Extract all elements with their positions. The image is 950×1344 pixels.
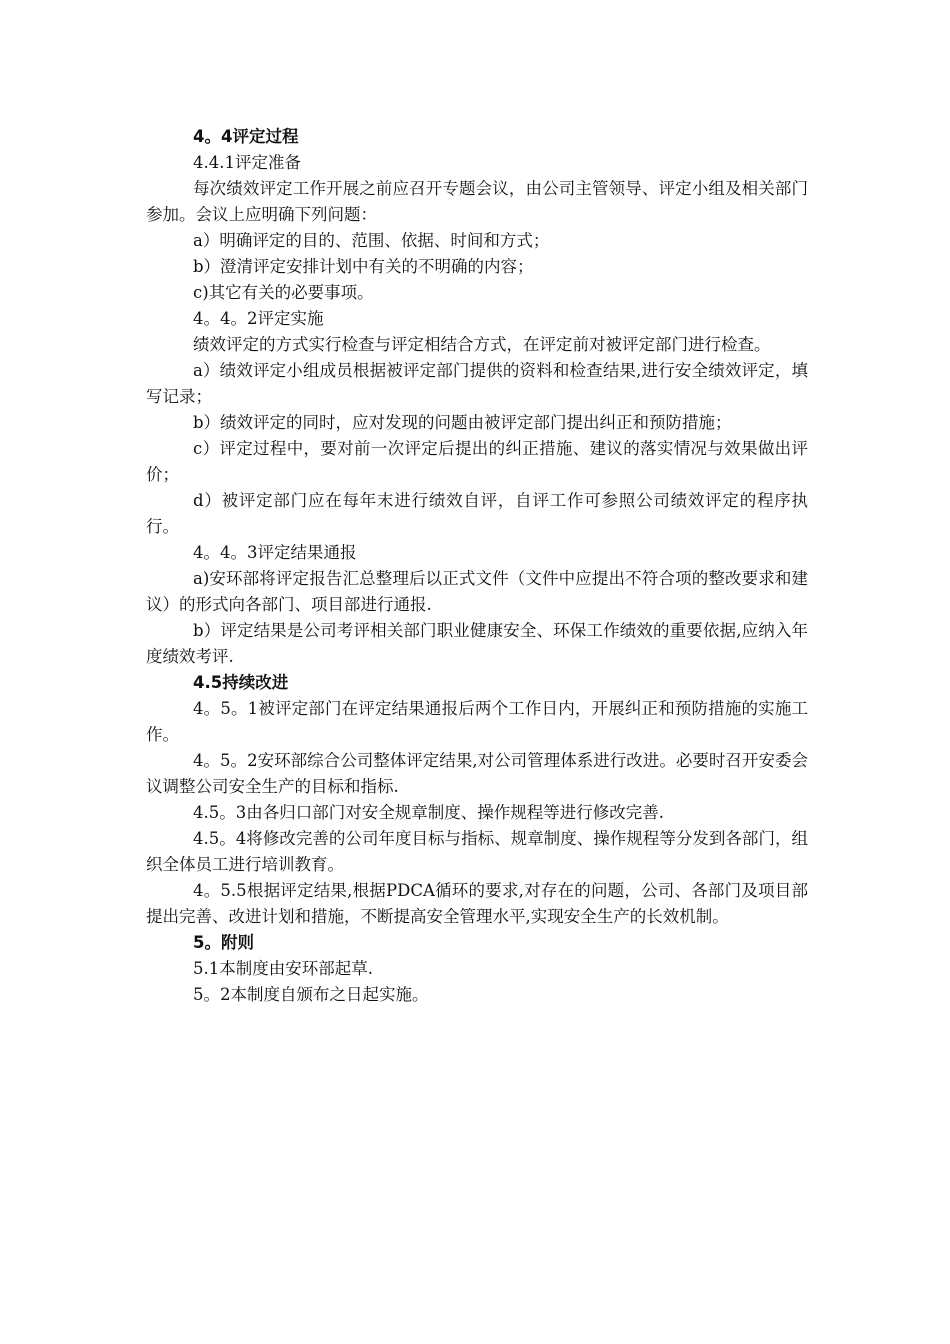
list-item-report-b: b）评定结果是公司考评相关部门职业健康安全、环保工作绩效的重要依据,应纳入年度绩效考评. [146,621,808,666]
heading-4-4-1: 4.4.1评定准备 [193,153,301,172]
paragraph-5-1: 5.1本制度由安环部起草. [193,959,373,978]
list-item-report-a: a)安环部将评定报告汇总整理后以正式文件（文件中应提出不符合项的整改要求和建议）的形式向各部门、项目部进行通报. [146,569,808,614]
paragraph-impl: 绩效评定的方式实行检查与评定相结合方式，在评定前对被评定部门进行检查。 [193,335,771,354]
paragraph-4-5-2: 4。5。2安环部综合公司整体评定结果,对公司管理体系进行改进。必要时召开安委会议调整公司安全生产的目标和指标. [146,751,808,796]
heading-4-4-2: 4。4。2评定实施 [193,309,324,328]
heading-5: 5。附则 [193,933,254,952]
list-item-impl-b: b）绩效评定的同时，应对发现的问题由被评定部门提出纠正和预防措施； [193,413,732,432]
paragraph-4-5-4: 4.5。4将修改完善的公司年度目标与指标、规章制度、操作规程等分发到各部门，组织全体员工进行培训教育。 [146,829,808,874]
list-item-prep-c: c)其它有关的必要事项。 [193,283,374,302]
list-item-prep-b: b）澄清评定安排计划中有关的不明确的内容； [193,257,534,276]
paragraph-4-5-3: 4.5。3由各归口部门对安全规章制度、操作规程等进行修改完善. [193,803,664,822]
paragraph-prep: 每次绩效评定工作开展之前应召开专题会议，由公司主管领导、评定小组及相关部门参加。会议上应明确下列问题： [146,179,808,224]
list-item-prep-a: a）明确评定的目的、范围、依据、时间和方式； [193,231,550,250]
list-item-impl-c: c）评定过程中，要对前一次评定后提出的纠正措施、建议的落实情况与效果做出评价； [146,439,808,484]
paragraph-4-5-1: 4。5。1被评定部门在评定结果通报后两个工作日内，开展纠正和预防措施的实施工作。 [146,699,808,744]
list-item-impl-a: a）绩效评定小组成员根据被评定部门提供的资料和检查结果,进行安全绩效评定，填写记录； [146,361,808,406]
heading-4-4-3: 4。4。3评定结果通报 [193,543,357,562]
heading-4-4: 4。4评定过程 [193,127,299,146]
heading-4-5: 4.5持续改进 [193,673,289,692]
paragraph-5-2: 5。2本制度自颁布之日起实施。 [193,985,429,1004]
paragraph-4-5-5: 4。5.5根据评定结果,根据PDCA循环的要求,对存在的问题，公司、各部门及项目部提出完善、改进计划和措施，不断提高安全管理水平,实现安全生产的长效机制。 [146,881,808,926]
list-item-impl-d: d）被评定部门应在每年末进行绩效自评，自评工作可参照公司绩效评定的程序执行。 [146,491,808,536]
document-body [146,124,808,1008]
